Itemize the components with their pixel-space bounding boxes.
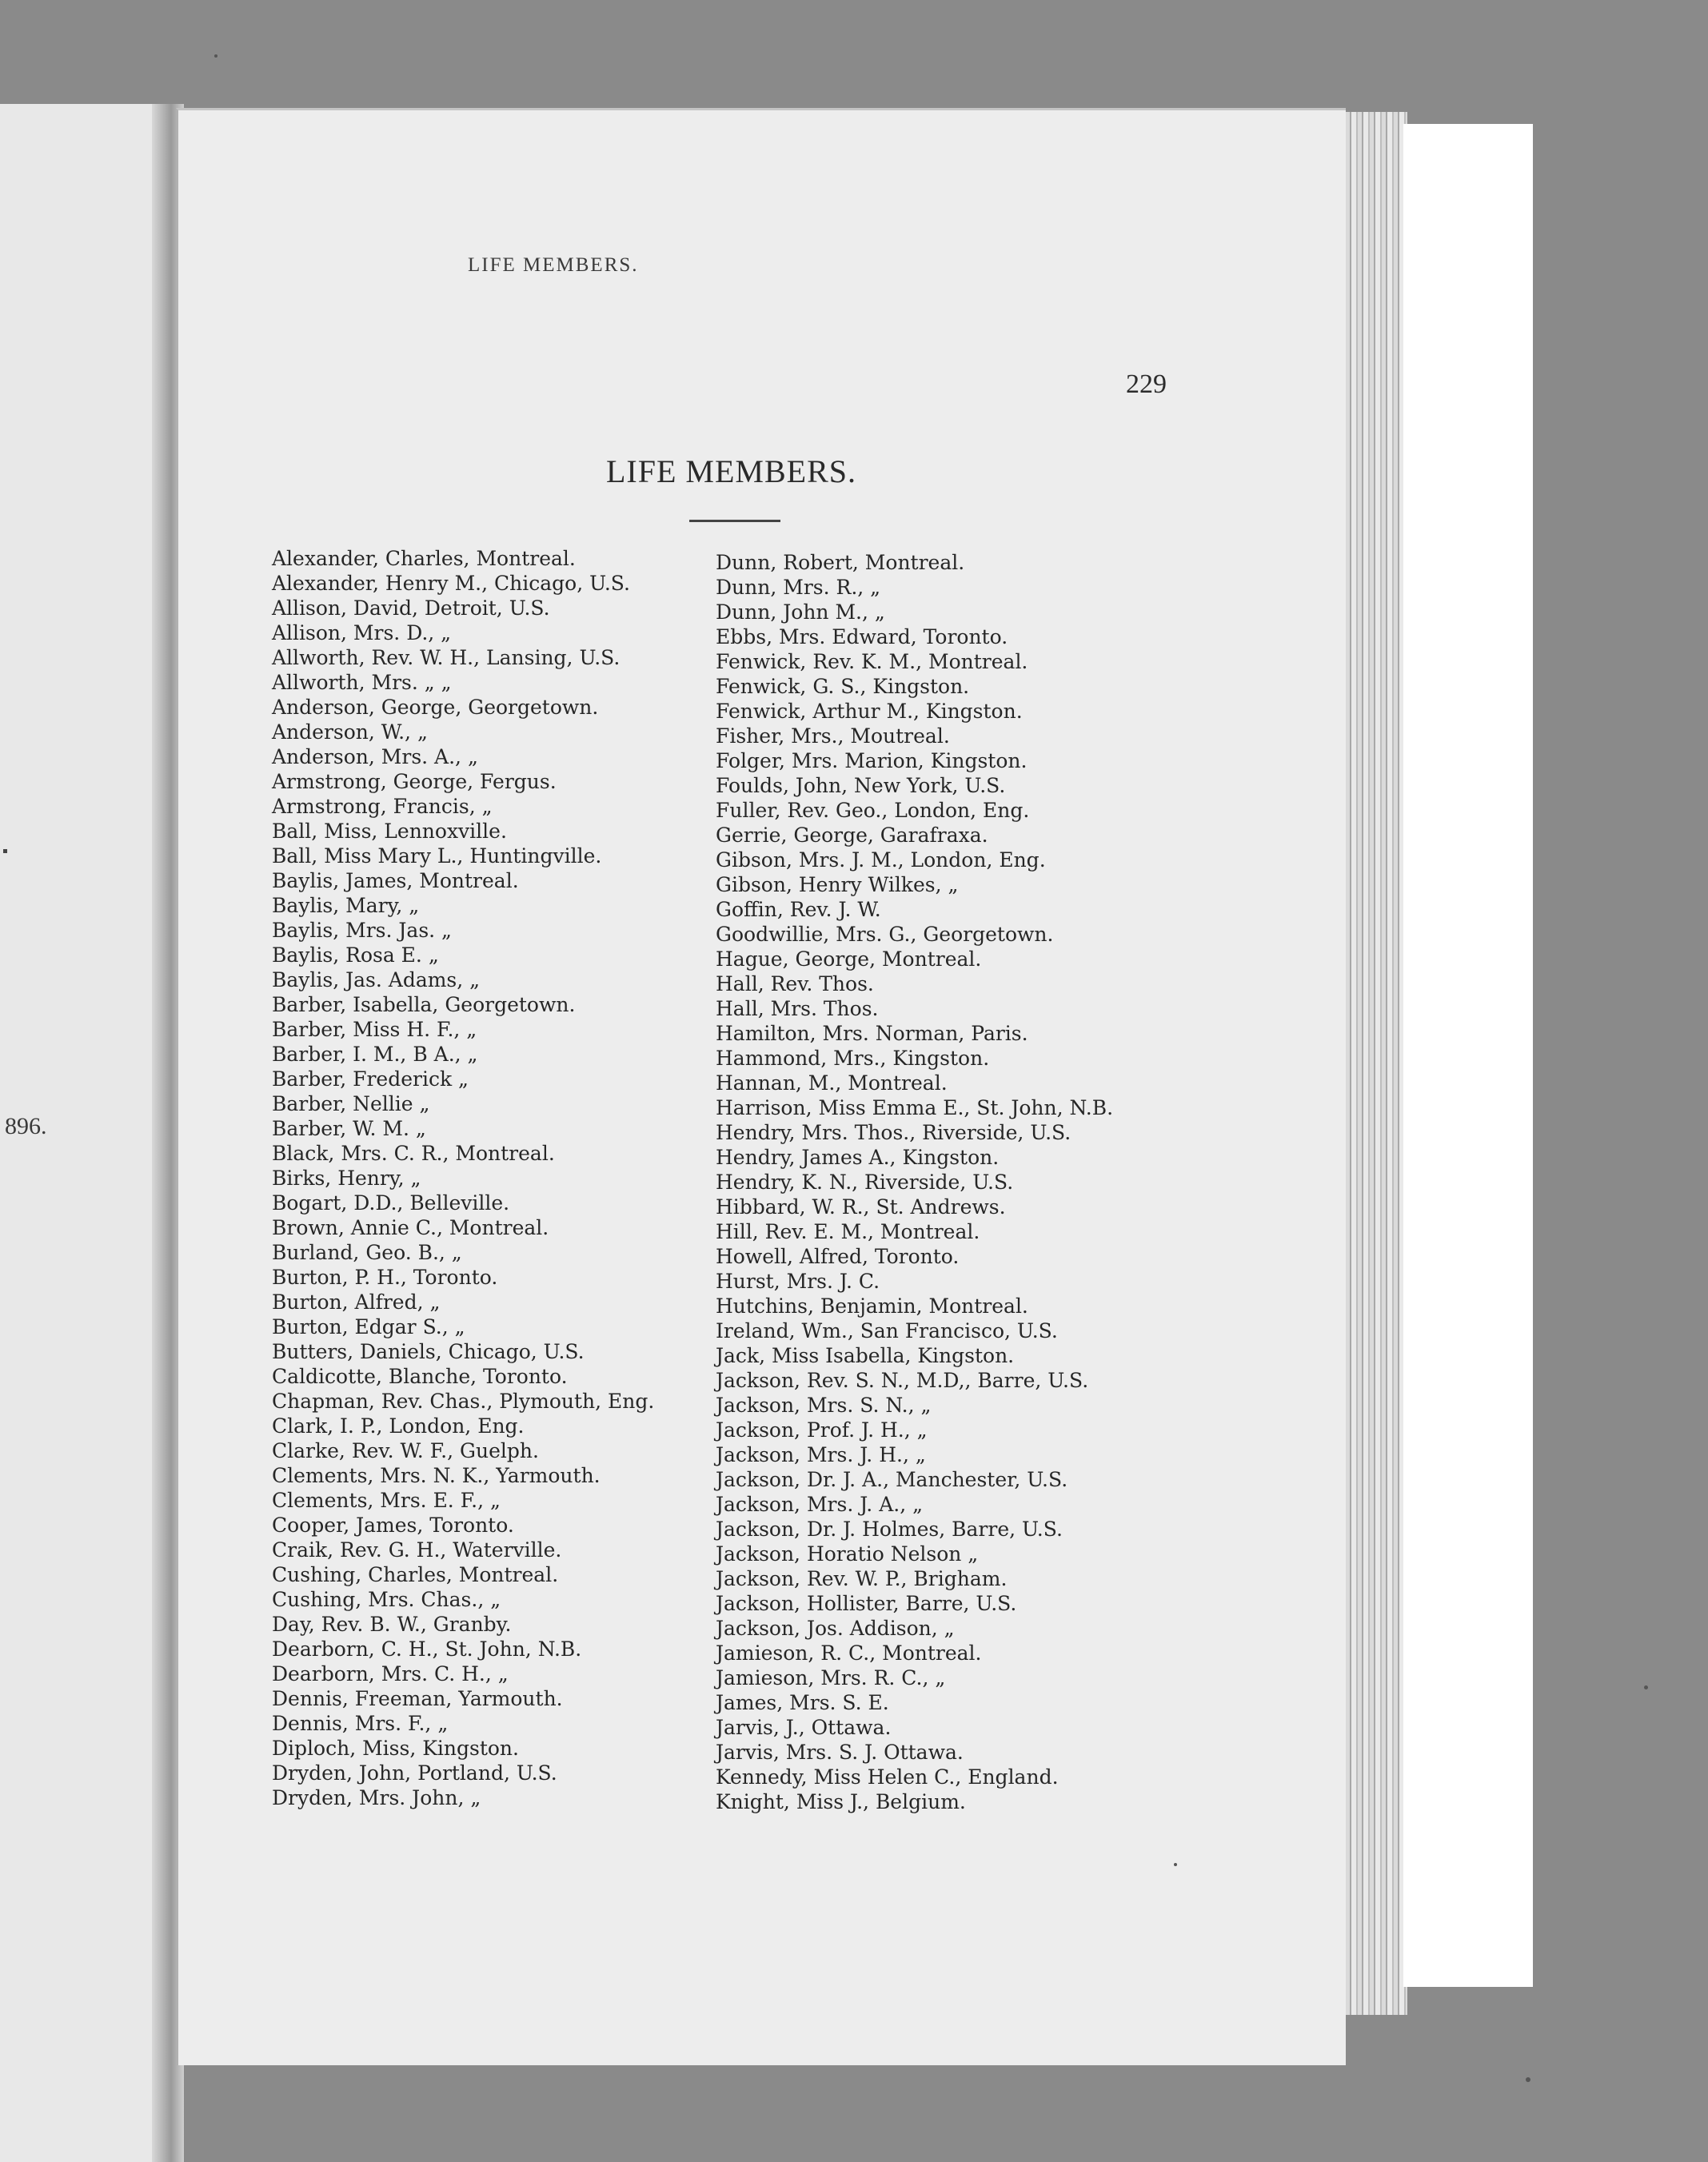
member-entry: Fenwick, Rev. K. M., Montreal.: [716, 650, 1028, 673]
member-entry: Clements, Mrs. E. F., „: [272, 1489, 501, 1512]
member-entry: Birks, Henry, „: [272, 1167, 421, 1190]
member-entry: Howell, Alfred, Toronto.: [716, 1245, 960, 1268]
member-entry: Dunn, Mrs. R., „: [716, 576, 881, 599]
member-entry: Jackson, Mrs. J. A., „: [716, 1493, 924, 1516]
member-entry: Dunn, Robert, Montreal.: [716, 551, 965, 574]
member-entry: Dennis, Mrs. F., „: [272, 1712, 449, 1735]
member-entry: Ireland, Wm., San Francisco, U.S.: [716, 1319, 1058, 1342]
member-entry: Dryden, Mrs. John, „: [272, 1786, 481, 1809]
member-entry: Hurst, Mrs. J. C.: [716, 1270, 880, 1293]
ink-speck: [214, 54, 217, 58]
member-entry: Barber, Nellie „: [272, 1092, 430, 1115]
member-entry: Jackson, Dr. J. Holmes, Barre, U.S.: [716, 1518, 1063, 1541]
member-entry: Fenwick, G. S., Kingston.: [716, 675, 970, 698]
member-entry: Barber, I. M., B A., „: [272, 1043, 478, 1066]
member-entry: Dennis, Freeman, Yarmouth.: [272, 1687, 563, 1710]
title-rule: [689, 520, 780, 522]
member-entry: Jamieson, R. C., Montreal.: [716, 1641, 982, 1665]
member-entry: Burton, P. H., Toronto.: [272, 1266, 498, 1289]
member-entry: Butters, Daniels, Chicago, U.S.: [272, 1340, 585, 1363]
member-entry: Barber, Miss H. F., „: [272, 1018, 477, 1041]
member-entry: Folger, Mrs. Marion, Kingston.: [716, 749, 1028, 772]
member-entry: Anderson, W., „: [272, 720, 428, 744]
member-entry: Hendry, Mrs. Thos., Riverside, U.S.: [716, 1121, 1071, 1144]
member-entry: Baylis, Mary, „: [272, 894, 420, 917]
member-entry: Anderson, George, Georgetown.: [272, 696, 599, 719]
member-entry: Baylis, Mrs. Jas. „: [272, 919, 452, 942]
running-head: LIFE MEMBERS.: [468, 254, 639, 276]
member-entry: Jackson, Horatio Nelson „: [716, 1542, 979, 1566]
member-entry: Fenwick, Arthur M., Kingston.: [716, 700, 1023, 723]
member-entry: Hendry, James A., Kingston.: [716, 1146, 1000, 1169]
ink-speck: [1526, 2077, 1530, 2082]
member-entry: Barber, Frederick „: [272, 1067, 469, 1091]
member-entry: Jackson, Mrs. J. H., „: [716, 1443, 926, 1466]
members-left-column: [272, 546, 654, 1810]
member-entry: Clarke, Rev. W. F., Guelph.: [272, 1439, 539, 1462]
member-entry: Gibson, Mrs. J. M., London, Eng.: [716, 848, 1046, 872]
member-entry: Jackson, Rev. S. N., M.D,, Barre, U.S.: [716, 1369, 1089, 1392]
member-entry: Hutchins, Benjamin, Montreal.: [716, 1294, 1028, 1318]
member-entry: Clark, I. P., London, Eng.: [272, 1414, 525, 1438]
page-title: LIFE MEMBERS.: [606, 453, 857, 489]
member-entry: Kennedy, Miss Helen C., England.: [716, 1765, 1059, 1789]
member-entry: Jackson, Dr. J. A., Manchester, U.S.: [716, 1468, 1068, 1491]
member-entry: Harrison, Miss Emma E., St. John, N.B.: [716, 1096, 1114, 1119]
member-entry: Baylis, James, Montreal.: [272, 869, 519, 892]
members-right-column: [716, 550, 1113, 1814]
member-entry: Caldicotte, Blanche, Toronto.: [272, 1365, 568, 1388]
member-entry: Allison, David, Detroit, U.S.: [272, 596, 550, 620]
member-entry: Jack, Miss Isabella, Kingston.: [716, 1344, 1015, 1367]
member-entry: Brown, Annie C., Montreal.: [272, 1216, 549, 1239]
member-entry: Hibbard, W. R., St. Andrews.: [716, 1195, 1006, 1219]
member-entry: Fisher, Mrs., Moutreal.: [716, 724, 950, 748]
member-entry: Hill, Rev. E. M., Montreal.: [716, 1220, 980, 1243]
member-entry: Armstrong, George, Fergus.: [272, 770, 557, 793]
member-entry: Jackson, Rev. W. P., Brigham.: [716, 1567, 1008, 1590]
page-number: 229: [1126, 369, 1167, 399]
member-entry: Dearborn, Mrs. C. H., „: [272, 1662, 509, 1685]
member-entry: Burton, Edgar S., „: [272, 1315, 465, 1338]
member-entry: Knight, Miss J., Belgium.: [716, 1790, 966, 1813]
member-entry: Cooper, James, Toronto.: [272, 1514, 514, 1537]
member-entry: Dunn, John M., „: [716, 600, 885, 624]
member-entry: Clements, Mrs. N. K., Yarmouth.: [272, 1464, 601, 1487]
member-entry: Diploch, Miss, Kingston.: [272, 1737, 519, 1760]
member-entry: Cushing, Mrs. Chas., „: [272, 1588, 501, 1611]
member-entry: Jarvis, Mrs. S. J. Ottawa.: [716, 1741, 964, 1764]
member-entry: Barber, W. M. „: [272, 1117, 426, 1140]
member-entry: Foulds, John, New York, U.S.: [716, 774, 1006, 797]
member-entry: Hague, George, Montreal.: [716, 947, 982, 971]
member-entry: Jackson, Jos. Addison, „: [716, 1617, 955, 1640]
member-entry: Alexander, Charles, Montreal.: [272, 547, 576, 570]
member-entry: Allison, Mrs. D., „: [272, 621, 452, 644]
ink-speck: [1174, 1863, 1177, 1866]
member-entry: Hamilton, Mrs. Norman, Paris.: [716, 1022, 1028, 1045]
member-entry: Goffin, Rev. J. W.: [716, 898, 881, 921]
member-entry: Hannan, M., Montreal.: [716, 1071, 948, 1095]
member-entry: Chapman, Rev. Chas., Plymouth, Eng.: [272, 1390, 655, 1413]
member-entry: Baylis, Jas. Adams, „: [272, 968, 481, 991]
member-entry: Ebbs, Mrs. Edward, Toronto.: [716, 625, 1008, 648]
member-entry: Jackson, Mrs. S. N., „: [716, 1394, 932, 1417]
member-entry: Alexander, Henry M., Chicago, U.S.: [272, 572, 630, 595]
punctuation-mark: [3, 849, 7, 853]
member-entry: Burton, Alfred, „: [272, 1290, 441, 1314]
member-entry: Craik, Rev. G. H., Waterville.: [272, 1538, 562, 1562]
member-entry: Jackson, Prof. J. H., „: [716, 1418, 928, 1442]
member-entry: Hendry, K. N., Riverside, U.S.: [716, 1171, 1014, 1194]
member-entry: Cushing, Charles, Montreal.: [272, 1563, 559, 1586]
member-entry: Burland, Geo. B., „: [272, 1241, 462, 1264]
member-entry: Fuller, Rev. Geo., London, Eng.: [716, 799, 1030, 822]
member-entry: Allworth, Rev. W. H., Lansing, U.S.: [272, 646, 621, 669]
member-entry: Bogart, D.D., Belleville.: [272, 1191, 510, 1215]
member-entry: Jarvis, J., Ottawa.: [716, 1716, 892, 1739]
background-strip: [1403, 124, 1533, 1987]
previous-page-text: 896.: [5, 1113, 47, 1139]
member-entry: Jamieson, Mrs. R. C., „: [716, 1666, 946, 1689]
member-entry: Day, Rev. B. W., Granby.: [272, 1613, 512, 1636]
member-entry: Baylis, Rosa E. „: [272, 943, 439, 967]
member-entry: Armstrong, Francis, „: [272, 795, 493, 818]
member-entry: Hammond, Mrs., Kingston.: [716, 1047, 990, 1070]
member-entry: James, Mrs. S. E.: [716, 1691, 889, 1714]
member-entry: Ball, Miss, Lennoxville.: [272, 820, 507, 843]
member-entry: Ball, Miss Mary L., Huntingville.: [272, 844, 602, 868]
member-entry: Dearborn, C. H., St. John, N.B.: [272, 1637, 582, 1661]
member-entry: Jackson, Hollister, Barre, U.S.: [716, 1592, 1017, 1615]
member-entry: Dryden, John, Portland, U.S.: [272, 1761, 557, 1785]
member-entry: Hall, Rev. Thos.: [716, 972, 874, 995]
member-entry: Gibson, Henry Wilkes, „: [716, 873, 959, 896]
member-entry: Goodwillie, Mrs. G., Georgetown.: [716, 923, 1054, 946]
member-entry: Black, Mrs. C. R., Montreal.: [272, 1142, 555, 1165]
previous-page-fragment: [0, 104, 168, 2162]
member-entry: Barber, Isabella, Georgetown.: [272, 993, 576, 1016]
member-entry: Allworth, Mrs. „ „: [272, 671, 452, 694]
member-entry: Hall, Mrs. Thos.: [716, 997, 879, 1020]
ink-speck: [1644, 1685, 1648, 1689]
member-entry: Gerrie, George, Garafraxa.: [716, 824, 988, 847]
member-entry: Anderson, Mrs. A., „: [272, 745, 478, 768]
